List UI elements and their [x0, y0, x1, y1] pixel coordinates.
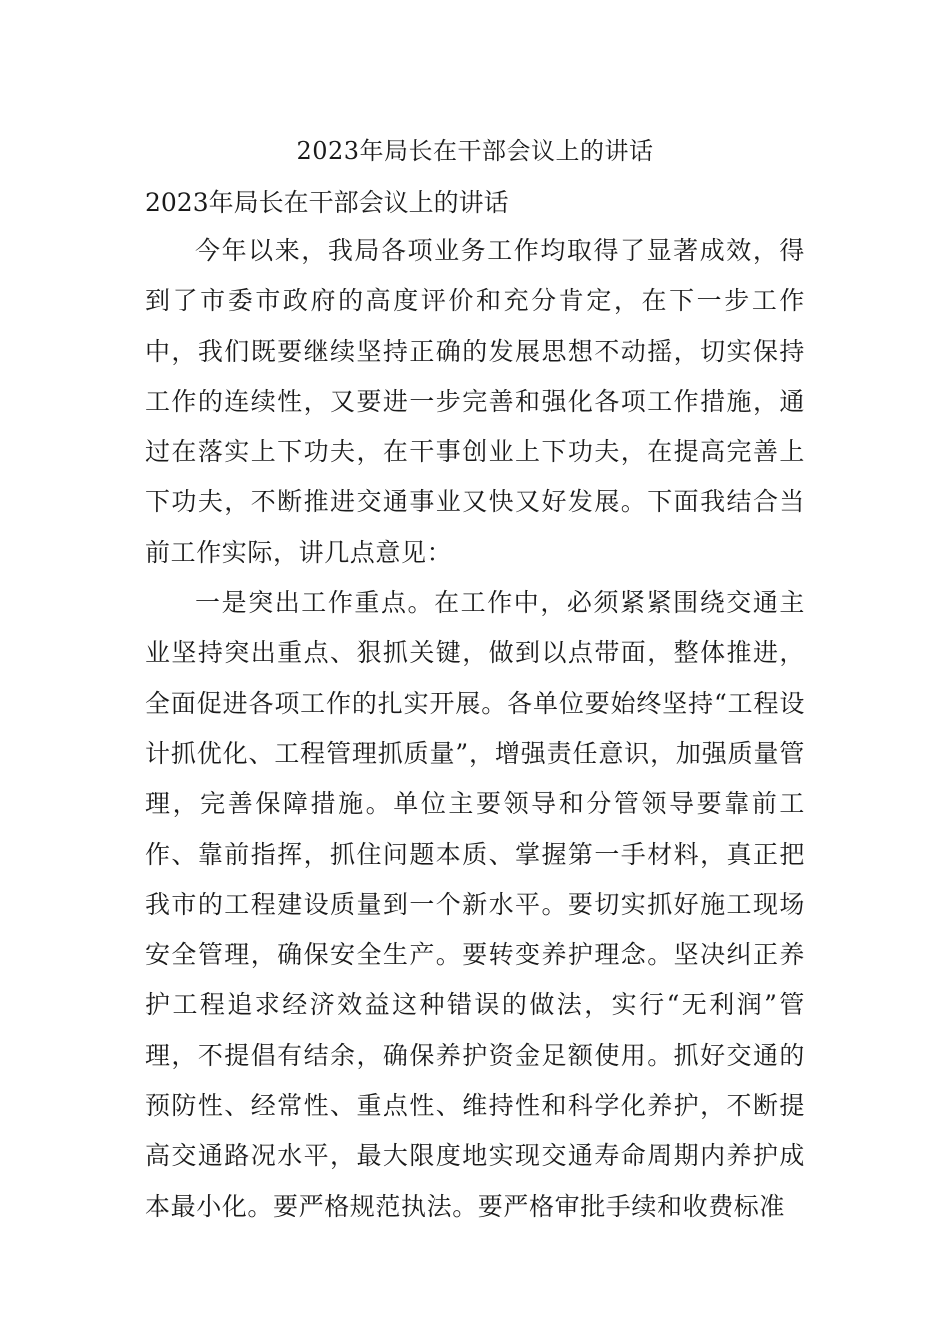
document-body [145, 180, 805, 1232]
document-title: 2023年局长在干部会议上的讲话 [296, 137, 654, 165]
document-subtitle: 2023年局长在干部会议上的讲话 [145, 188, 509, 217]
paragraph-key-work: 一是突出工作重点。在工作中，必须紧紧围绕交通主业坚持突出重点、狠抓关键，做到以点带面，整体推进，全面促进各项工作的扎实开展。各单位要始终坚持“工程设计抓优化、工程管理抓质量”，增强责任意识，加强质量管理，完善保障措施。单位主要领导和分管领导要靠前工作、靠前指挥，抓住问题本质、掌握第一手材料，真正把我市的工程建设质量到一个新水平。要切实抓好施工现场安全管理，确保安全生产。要转变养护理念。坚决纠正养护工程追求经济效益这种错误的做法，实行“无利润”管理，不提倡有结余，确保养护资金足额使用。抓好交通的预防性、经常性、重点性、维持性和科学化养护，不断提高交通路况水平，最大限度地实现交通寿命周期内养护成本最小化。要严格规范执法。要严格审批手续和收费标准 [145, 588, 805, 1221]
paragraph-intro: 今年以来，我局各项业务工作均取得了显著成效，得到了市委市政府的高度评价和充分肯定，在下一步工作中，我们既要继续坚持正确的发展思想不动摇，切实保持工作的连续性，又要进一步完善和强化各项工作措施，通过在落实上下功夫，在干事创业上下功夫，在提高完善上下功夫，不断推进交通事业又快又好发展。下面我结合当前工作实际，讲几点意见： [145, 236, 805, 567]
